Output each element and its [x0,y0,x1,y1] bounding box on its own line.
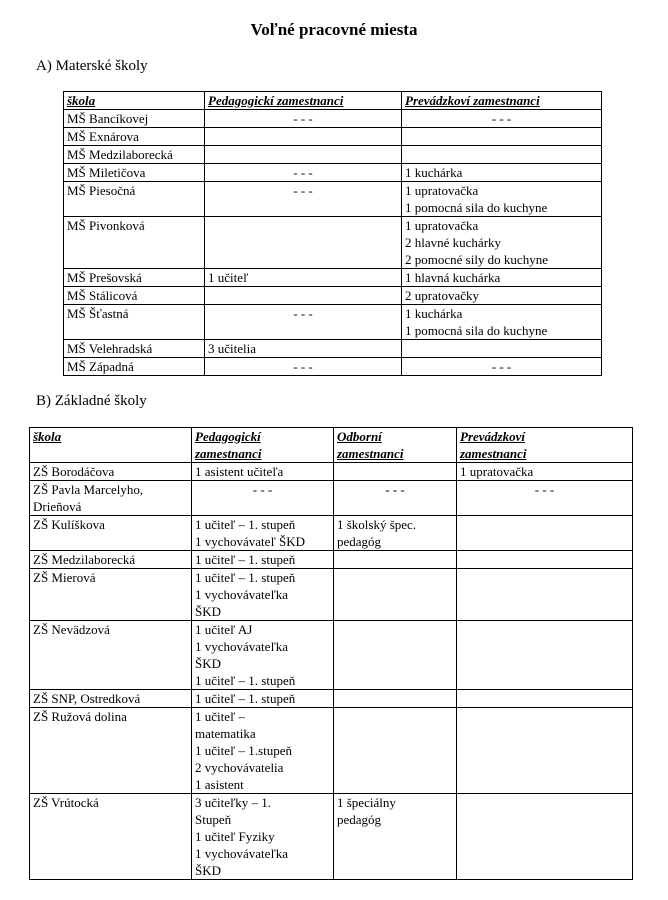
operational-cell [457,794,633,880]
table-row [30,463,633,481]
cell-text: 1 kuchárka [405,306,463,321]
school-name: MŠ Šťastná [64,305,205,340]
table-row [64,358,602,376]
pedagogical-cell [192,794,334,880]
school-name: MŠ Medzilaborecká [64,146,205,164]
table-row [30,794,633,880]
cell-text: - - - [293,183,313,198]
table-row [30,551,633,569]
column-header-professional: Odborní zamestnanci [334,428,457,463]
school-name [30,708,192,794]
column-header-pedagogical: Pedagogickí zamestnanci [205,92,402,110]
operational-cell [402,164,602,182]
professional-cell [334,794,457,880]
professional-cell [334,690,457,708]
cell-text: - - - [293,359,313,374]
cell-text: ZŠ Nevädzová [33,622,110,637]
cell-text: 1 učiteľ – 1. stupeň [195,570,296,585]
school-name: MŠ Bancíkovej [64,110,205,128]
pedagogical-cell [205,110,402,128]
cell-text: 1 vychovávateľ ŠKD [195,534,305,549]
operational-cell [402,340,602,358]
cell-text: 1 učiteľ – 1.stupeň [195,743,292,758]
operational-cell [457,481,633,516]
cell-text: matematika [195,726,256,741]
cell-text: - - - [491,111,512,126]
pedagogical-cell [192,463,334,481]
table-row [64,182,602,217]
operational-cell [402,110,602,128]
section-b-heading: B) Základné školy [36,393,147,409]
column-header-operational: Prevádzkoví zamestnanci [457,428,633,463]
school-name [30,481,192,516]
cell-text: Drieňová [33,499,82,514]
cell-text: - - - [293,306,313,321]
cell-text: 2 hlavné kuchárky [405,235,502,250]
cell-text: 1 hlavná kuchárka [405,270,501,285]
table-row [30,481,633,516]
school-name: MŠ Pivonková [64,217,205,269]
operational-cell [402,146,602,164]
cell-text: ZŠ Ružová dolina [33,709,127,724]
cell-text: 1 pomocná sila do kuchyne [405,323,548,338]
table-row [64,340,602,358]
pedagogical-cell [192,551,334,569]
column-header-school: škola [64,92,205,110]
cell-text: 1 školský špec. [337,517,417,532]
school-name [30,621,192,690]
cell-text: pedagóg [337,534,382,549]
operational-cell [457,569,633,621]
cell-text: ZŠ Mierová [33,570,96,585]
school-name [30,516,192,551]
professional-cell [334,708,457,794]
cell-text: ŠKD [195,656,222,671]
table-row [64,146,602,164]
pedagogical-cell [205,182,402,217]
school-name: MŠ Západná [64,358,205,376]
pedagogical-cell [205,287,402,305]
cell-text: 3 učitelia [208,341,257,356]
pedagogical-cell [192,481,334,516]
basic-school-table [29,427,633,880]
operational-cell [457,621,633,690]
professional-cell [334,516,457,551]
professional-cell [334,463,457,481]
cell-text: 2 upratovačky [405,288,480,303]
cell-text: - - - [385,482,405,497]
page-title: Voľné pracovné miesta [250,20,418,39]
pedagogical-cell [205,358,402,376]
operational-cell [402,128,602,146]
cell-text: - - - [293,111,313,126]
school-name [30,551,192,569]
table-row [64,269,602,287]
cell-text: ZŠ SNP, Ostredková [33,691,141,706]
cell-text: 1 učiteľ – 1. stupeň [195,552,296,567]
table-row [30,708,633,794]
cell-text: 1 učiteľ – 1. stupeň [195,517,296,532]
cell-text: 1 vychovávateľka [195,846,288,861]
operational-cell [457,463,633,481]
cell-text: - - - [534,482,555,497]
operational-cell [402,358,602,376]
pedagogical-cell [205,340,402,358]
cell-text: ŠKD [195,604,222,619]
pedagogical-cell [205,128,402,146]
cell-text: 1 učiteľ – 1. stupeň [195,673,296,688]
table-row [30,516,633,551]
table-row [30,621,633,690]
pedagogical-cell [205,164,402,182]
cell-text: 1 učiteľ AJ [195,622,253,637]
pedagogical-cell [205,305,402,340]
operational-cell [402,217,602,269]
school-name [30,690,192,708]
cell-text: pedagóg [337,812,382,827]
pedagogical-cell [192,516,334,551]
school-name: MŠ Piesočná [64,182,205,217]
cell-text: 1 upratovačka [405,183,479,198]
cell-text: 1 kuchárka [405,165,463,180]
school-name: MŠ Exnárova [64,128,205,146]
cell-text: 1 upratovačka [460,464,534,479]
cell-text: ZŠ Medzilaborecká [33,552,136,567]
operational-cell [457,551,633,569]
cell-text: 3 učiteľky – 1. [195,795,272,810]
cell-text: 2 pomocné sily do kuchyne [405,252,548,267]
pedagogical-cell [192,690,334,708]
professional-cell [334,481,457,516]
section-a-heading: A) Materské školy [36,58,148,74]
pedagogical-cell [205,269,402,287]
professional-cell [334,551,457,569]
operational-cell [457,708,633,794]
professional-cell [334,569,457,621]
column-header-school: škola [30,428,192,463]
column-header-pedagogical: Pedagogickí zamestnanci [192,428,334,463]
operational-cell [402,287,602,305]
school-name: MŠ Velehradská [64,340,205,358]
table-row [64,287,602,305]
pedagogical-cell [205,146,402,164]
operational-cell [402,269,602,287]
cell-text: 1 asistent [195,777,244,792]
pedagogical-cell [205,217,402,269]
pedagogical-cell [192,621,334,690]
cell-text: ŠKD [195,863,222,878]
table-row [64,164,602,182]
cell-text: ZŠ Vrútocká [33,795,99,810]
table-header-row [64,92,602,110]
cell-text: 2 vychovávatelia [195,760,284,775]
cell-text: 1 upratovačka [405,218,479,233]
operational-cell [402,182,602,217]
cell-text: ZŠ Borodáčova [33,464,115,479]
cell-text: - - - [252,482,273,497]
school-name: MŠ Prešovská [64,269,205,287]
school-name: MŠ Miletičova [64,164,205,182]
table-row [64,128,602,146]
school-name [30,463,192,481]
cell-text: - - - [491,359,512,374]
cell-text: 1 vychovávateľka [195,639,288,654]
cell-text: 1 špeciálny [337,795,396,810]
cell-text: ZŠ Pavla Marcelyho, [33,482,144,497]
school-name: MŠ Stálicová [64,287,205,305]
cell-text: 1 učiteľ – 1. stupeň [195,691,296,706]
table-row [64,217,602,269]
operational-cell [457,516,633,551]
cell-text: Stupeň [195,812,232,827]
school-name [30,794,192,880]
professional-cell [334,621,457,690]
cell-text: 1 učiteľ [208,270,249,285]
cell-text: 1 vychovávateľka [195,587,288,602]
cell-text: - - - [293,165,313,180]
operational-cell [457,690,633,708]
cell-text: 1 asistent učiteľa [195,464,284,479]
cell-text: 1 učiteľ – [195,709,246,724]
kindergarten-table [63,91,602,376]
cell-text: 1 učiteľ Fyziky [195,829,275,844]
table-header-row [30,428,633,463]
school-name [30,569,192,621]
cell-text: 1 pomocná sila do kuchyne [405,200,548,215]
table-row [30,569,633,621]
table-row [64,305,602,340]
operational-cell [402,305,602,340]
cell-text: ZŠ Kulíškova [33,517,105,532]
pedagogical-cell [192,569,334,621]
pedagogical-cell [192,708,334,794]
table-row [30,690,633,708]
table-row [64,110,602,128]
column-header-operational: Prevádzkoví zamestnanci [402,92,602,110]
